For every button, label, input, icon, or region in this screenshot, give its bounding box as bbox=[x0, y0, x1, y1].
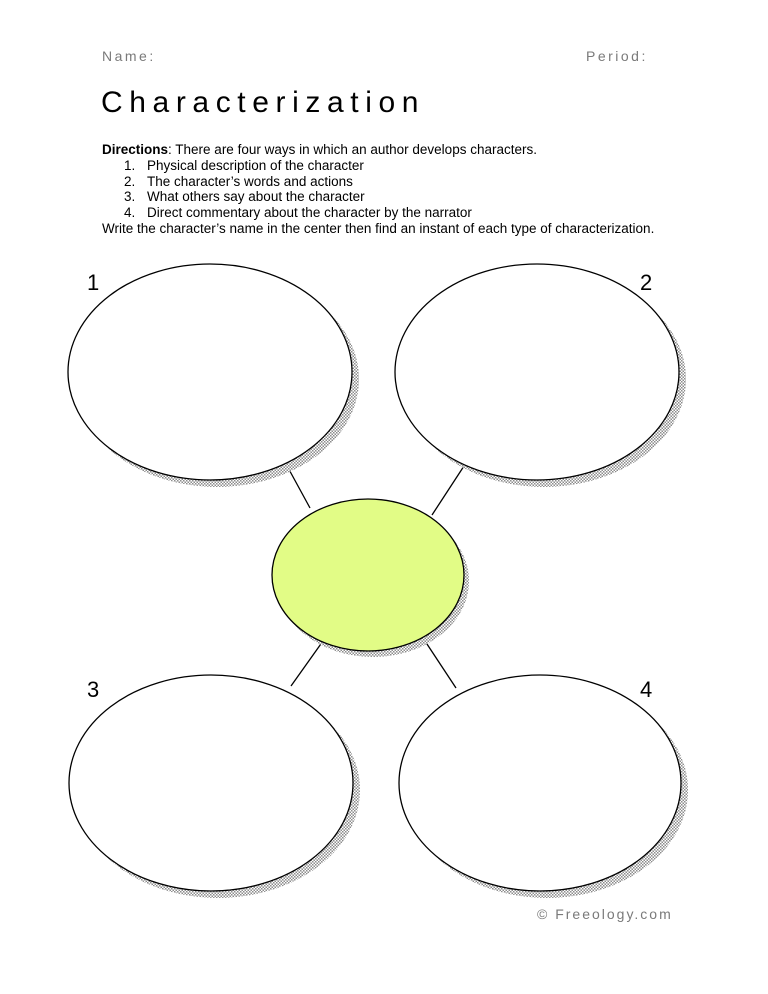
connector-line-4 bbox=[423, 638, 456, 688]
oval-1[interactable] bbox=[68, 264, 359, 487]
list-item-text: Physical description of the character bbox=[147, 157, 364, 173]
oval-4[interactable] bbox=[399, 675, 688, 898]
oval-2[interactable] bbox=[395, 264, 686, 487]
oval-number-3: 3 bbox=[87, 677, 100, 702]
oval-number-4: 4 bbox=[640, 677, 653, 702]
center-oval-shape bbox=[272, 499, 464, 651]
list-item-text: Direct commentary about the character by the narrator bbox=[147, 205, 472, 221]
list-item-number: 4. bbox=[124, 205, 136, 221]
copyright-footer: © Freeology.com bbox=[537, 906, 673, 922]
list-item-number: 3. bbox=[124, 189, 136, 205]
list-item-number: 2. bbox=[124, 173, 136, 189]
directions-intro-text: : There are four ways in which an author develops characters. bbox=[168, 142, 537, 157]
center-oval[interactable] bbox=[272, 499, 469, 657]
oval-2-shape bbox=[395, 264, 679, 480]
oval-4-shape bbox=[399, 675, 681, 891]
list-item-text: The character’s words and actions bbox=[147, 173, 353, 189]
page-title: Characterization bbox=[101, 86, 426, 119]
oval-3-shape bbox=[69, 675, 353, 891]
oval-3[interactable] bbox=[69, 675, 360, 898]
directions-closing: Write the character’s name in the center then find an instant of each type of characterization. bbox=[102, 220, 655, 236]
name-label: Name: bbox=[102, 48, 156, 64]
oval-number-2: 2 bbox=[640, 270, 653, 295]
period-label: Period: bbox=[586, 48, 648, 64]
connector-line-2 bbox=[432, 466, 464, 515]
connector-line-3 bbox=[291, 641, 323, 686]
list-item-text: What others say about the character bbox=[147, 189, 365, 205]
directions-lead: Directions bbox=[102, 142, 169, 157]
oval-number-1: 1 bbox=[87, 270, 100, 295]
list-item-number: 1. bbox=[124, 157, 136, 173]
oval-1-shape bbox=[68, 264, 352, 480]
